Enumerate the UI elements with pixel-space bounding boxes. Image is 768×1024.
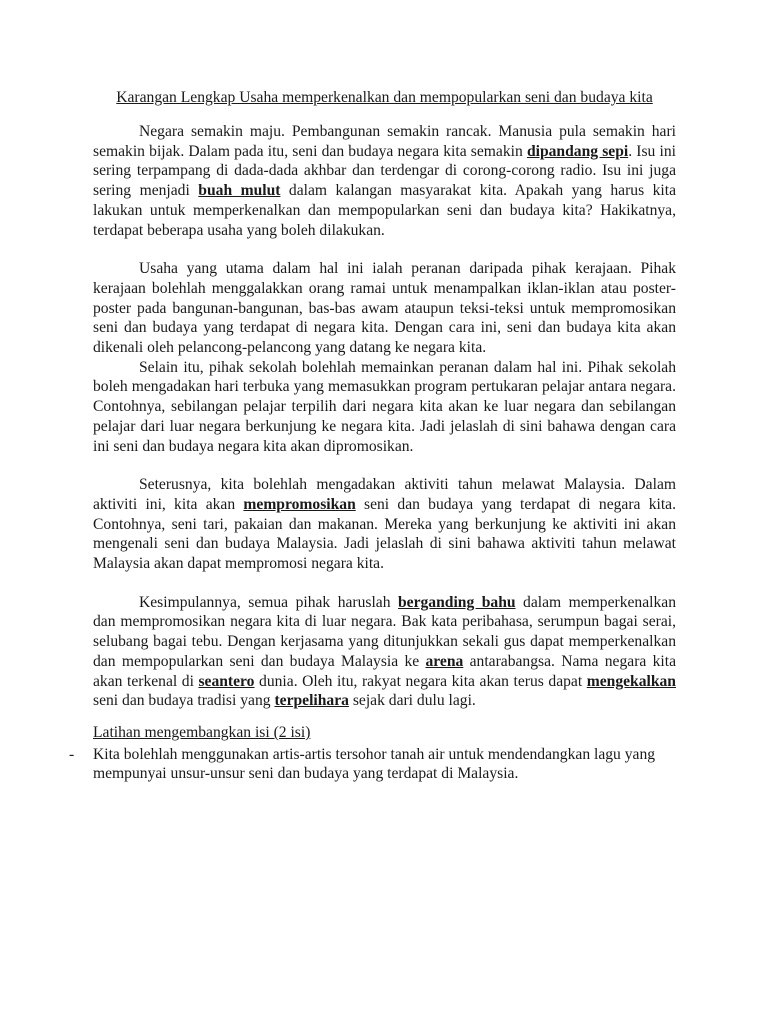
document-page xyxy=(69,88,677,784)
section-heading: Latihan mengembangkan isi (2 isi) xyxy=(93,723,311,741)
essay-title: Karangan Lengkap Usaha memperkenalkan dan mempopularkan seni dan budaya kita xyxy=(116,89,653,106)
highlighted-phrase: arena xyxy=(425,652,464,670)
paragraph-text: dalam memperkenalkan dan mempromosikan negara kita di luar negara. Bak kata peribahasa, serumpun bagai serai, selubang bagai tebu. Dengan kerjasama yang ditunjukkan sekali gus dapat memperkenalkan dan mempopularkan seni dan budaya Malaysia ke xyxy=(93,593,676,670)
paragraph-text: seni dan budaya yang terdapat di negara kita. Contohnya, seni tari, pakaian dan makanan. Mereka yang berkunjung ke aktiviti ini akan mengenali seni dan budaya Malaysia. Jadi jelaslah di sini bahawa aktiviti tahun melawat Malaysia akan dapat mempromosi negara kita. xyxy=(93,495,676,573)
highlighted-phrase: berganding bahu xyxy=(398,593,516,611)
paragraph-text: seni dan budaya tradisi yang xyxy=(93,692,275,710)
paragraph-introduction xyxy=(93,122,676,240)
paragraph-text: sejak dari dulu lagi. xyxy=(348,692,476,710)
paragraph-conclusion xyxy=(93,593,676,711)
paragraph-text: Selain itu, pihak sekolah bolehlah memainkan peranan dalam hal ini. Pihak sekolah boleh mengadakan hari terbuka yang memasukkan program pertukaran pelajar antara negara. Contohnya, sebilangan pelajar terpilih dari negara kita akan ke luar negara dan sebilangan pelajar dari luar negara berkunjung ke negara kita. Jadi jelaslah di sini bahawa dengan cara ini seni dan budaya negara kita akan dipromosikan. xyxy=(93,358,676,455)
bullet-item xyxy=(69,745,676,784)
paragraph-text: Seterusnya, kita bolehlah mengadakan aktiviti tahun melawat Malaysia. Dalam aktiviti ini, kita akan xyxy=(93,476,676,513)
paragraph-text: Usaha yang utama dalam hal ini ialah peranan daripada pihak kerajaan. Pihak kerajaan bolehlah menggalakkan orang ramai untuk menampalkan iklan-iklan atau poster-poster pada bangunan-bangunan, bas-bas awam ataupun teksi-teksi untuk mempromosikan seni dan budaya yang terdapat di negara kita. Dengan cara ini, seni dan budaya kita akan dikenali oleh pelancong-pelancong yang datang ke negara kita. xyxy=(93,260,676,357)
paragraph-text: dunia. Oleh itu, rakyat negara kita akan terus dapat xyxy=(254,672,587,690)
highlighted-phrase: mempromosikan xyxy=(243,495,356,513)
paragraph-text: dalam kalangan masyarakat kita. Apakah yang harus kita lakukan untuk memperkenalkan dan mempopularkan seni dan budaya kita? Hakikatnya, terdapat beberapa usaha yang boleh dilakukan. xyxy=(93,182,677,239)
paragraph-text: Negara semakin maju. Pembangunan semakin rancak. Manusia pula semakin hari semakin bijak. Dalam pada itu, seni dan budaya negara kita semakin xyxy=(93,123,676,160)
bullet-text: Kita bolehlah menggunakan artis-artis tersohor tanah air untuk mendendangkan lagu yang mempunyai unsur-unsur seni dan budaya yang terdapat di Malaysia. xyxy=(93,745,656,783)
paragraph-school-effort xyxy=(93,358,676,457)
paragraph-text: antarabangsa. Nama negara kita akan terkenal di xyxy=(93,652,676,690)
paragraph-government-effort xyxy=(93,259,676,358)
highlighted-phrase: buah mulut xyxy=(198,182,281,200)
bullet-dash: - xyxy=(69,745,75,763)
paragraph-visit-malaysia xyxy=(93,475,676,574)
paragraph-text: . Isu ini sering terpampang di dada-dada akhbar dan terdengar di corong-corong radio. Isu ini juga sering menjadi xyxy=(93,142,676,200)
highlighted-phrase: mengekalkan xyxy=(586,672,676,690)
paragraph-text: Kesimpulannya, semua pihak haruslah xyxy=(139,593,398,611)
highlighted-phrase: dipandang sepi xyxy=(526,142,629,160)
highlighted-phrase: seantero xyxy=(198,672,255,690)
highlighted-phrase: terpelihara xyxy=(274,692,349,710)
